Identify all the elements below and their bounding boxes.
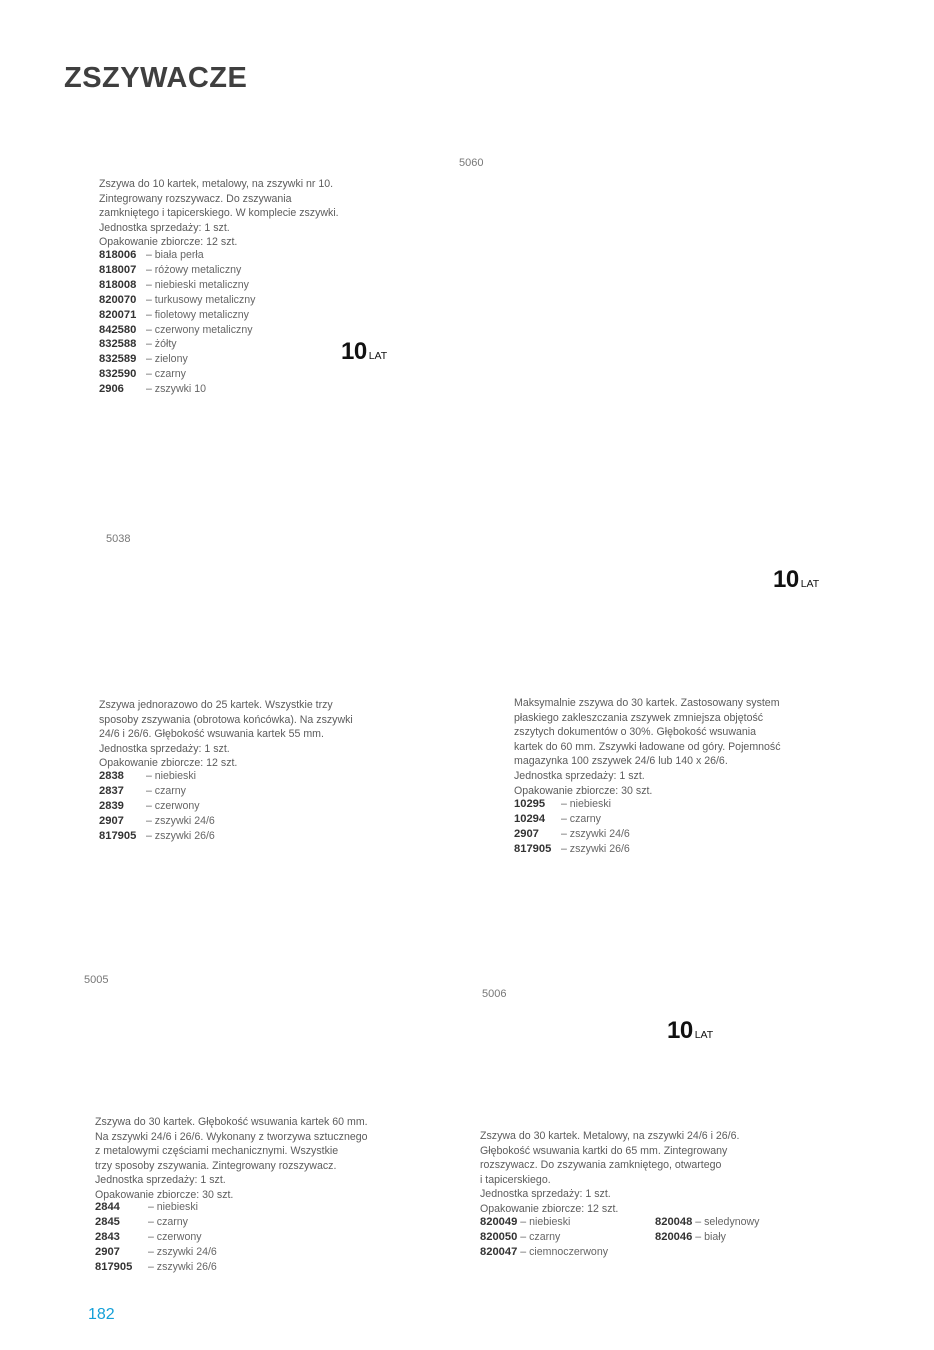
description-line: Jednostka sprzedaży: 1 szt. [95, 1174, 226, 1187]
warranty-years: 10 [773, 566, 799, 593]
product-variant-label: – zszywki 24/6 [558, 827, 630, 840]
product-variant-label: – zszywki 24/6 [143, 814, 215, 827]
product-variant-label: – czerwony metaliczny [143, 323, 253, 336]
product-codes-5006-left [480, 1215, 608, 1260]
product-codes-5006-right [655, 1215, 759, 1245]
model-number-5005: 5005 [84, 974, 109, 986]
product-code-row [655, 1230, 759, 1245]
product-code-row [514, 827, 630, 842]
description-line: sposoby zszywania (obrotowa końcówka). Na zszywki [99, 713, 353, 726]
warranty-badge-5060 [341, 338, 387, 366]
product-code: 2838 [99, 770, 124, 782]
description-line: Opakowanie zbiorcze: 30 szt. [95, 1188, 234, 1201]
product-code: 842580 [99, 323, 137, 336]
warranty-unit: LAT [694, 1029, 714, 1041]
product-code-row [480, 1230, 608, 1245]
product-code-row [480, 1245, 608, 1260]
product-variant-label: – zszywki 10 [143, 383, 206, 396]
product-description-5005 [95, 1115, 368, 1203]
product-code-row [99, 829, 215, 844]
product-code-row [99, 352, 255, 367]
product-variant-label: – czarny [517, 1230, 561, 1243]
product-code: 832588 [99, 338, 137, 351]
product-variant-label: – zielony [143, 353, 188, 366]
product-code: 2845 [95, 1215, 120, 1228]
product-code-row [99, 323, 255, 338]
product-variant-label: – czarny [145, 1215, 188, 1228]
product-code: 820071 [99, 308, 137, 321]
description-line: Opakowanie zbiorcze: 12 szt. [480, 1202, 619, 1215]
product-variant-label: – niebieski [145, 1201, 198, 1213]
description-line: Opakowanie zbiorcze: 12 szt. [99, 236, 238, 249]
description-line: Jednostka sprzedaży: 1 szt. [99, 742, 230, 755]
product-code: 832589 [99, 353, 137, 366]
product-code: 820046 [655, 1230, 693, 1243]
page-number: 182 [88, 1306, 115, 1323]
description-line: Zintegrowany rozszywacz. Do zszywania [99, 192, 292, 205]
product-code: 817905 [514, 842, 552, 855]
product-code: 2906 [99, 383, 124, 396]
product-codes-5005 [95, 1200, 217, 1275]
product-code-row [99, 248, 255, 263]
description-line: Zszywa jednorazowo do 25 kartek. Wszystkie trzy [99, 699, 333, 711]
product-code: 832590 [99, 368, 137, 381]
product-code: 817905 [99, 829, 137, 842]
product-variant-label: – niebieski [143, 770, 196, 782]
description-line: trzy sposoby zszywania. Zintegrowany rozszywacz. [95, 1159, 337, 1172]
product-variant-label: – seledynowy [692, 1216, 760, 1228]
product-variant-label: – zszywki 24/6 [145, 1245, 217, 1258]
warranty-badge-right [773, 566, 819, 594]
product-code: 2907 [514, 827, 539, 840]
product-code-row [514, 812, 630, 827]
product-code-row [99, 769, 215, 784]
description-line: Jednostka sprzedaży: 1 szt. [99, 221, 230, 234]
description-line: rozszywacz. Do zszywania zamkniętego, otwartego [480, 1159, 722, 1172]
product-description-5038 [99, 698, 353, 771]
product-code: 818008 [99, 278, 137, 291]
warranty-unit: LAT [800, 578, 820, 590]
product-variant-label: – biały [692, 1230, 726, 1243]
product-code-row [99, 814, 215, 829]
description-line: zszytych dokumentów o 30%. Głębokość wsuwania [514, 726, 757, 739]
model-number-5060: 5060 [459, 157, 484, 169]
page-title: ZSZYWACZE [64, 62, 248, 94]
description-line: Zszywa do 30 kartek. Głębokość wsuwania kartek 60 mm. [95, 1116, 368, 1128]
product-code: 820070 [99, 293, 137, 306]
product-variant-label: – różowy metaliczny [143, 263, 242, 276]
product-variant-label: – czerwony [145, 1230, 202, 1243]
product-variant-label: – niebieski metaliczny [143, 278, 249, 291]
product-code-row [99, 337, 255, 352]
product-description-5060 [99, 177, 339, 250]
product-code-row [655, 1215, 759, 1230]
description-line: Maksymalnie zszywa do 30 kartek. Zastosowany system [514, 697, 780, 709]
warranty-years: 10 [667, 1017, 693, 1044]
product-description-right [514, 696, 781, 798]
model-number-5038: 5038 [106, 533, 131, 545]
product-variant-label: – biała perła [143, 249, 204, 261]
product-variant-label: – fioletowy metaliczny [143, 308, 249, 321]
product-variant-label: – ciemnoczerwony [517, 1245, 609, 1258]
product-code: 2839 [99, 799, 124, 812]
product-code: 2844 [95, 1201, 120, 1213]
description-line: 24/6 i 26/6. Głębokość wsuwania kartek 55 mm. [99, 728, 324, 741]
product-codes-5060 [99, 248, 255, 397]
description-line: płaskiego zakleszczania zszywek zmniejsza objętość [514, 711, 764, 724]
description-line: magazynka 100 zszywek 24/6 lub 140 x 26/6. [514, 755, 728, 768]
product-variant-label: – żółty [143, 338, 177, 351]
description-line: Zszywa do 30 kartek. Metalowy, na zszywki 24/6 i 26/6. [480, 1130, 740, 1142]
warranty-badge-5006 [667, 1017, 713, 1045]
product-code-row [95, 1260, 217, 1275]
description-line: Jednostka sprzedaży: 1 szt. [514, 769, 645, 782]
product-variant-label: – zszywki 26/6 [558, 842, 630, 855]
warranty-unit: LAT [368, 350, 388, 362]
product-variant-label: – turkusowy metaliczny [143, 293, 256, 306]
description-line: kartek do 60 mm. Zszywki ładowane od góry. Pojemność [514, 740, 781, 753]
description-line: Na zszywki 24/6 i 26/6. Wykonany z tworzywa sztucznego [95, 1130, 368, 1143]
product-code-row [99, 784, 215, 799]
product-code-row [99, 382, 255, 397]
product-code-row [99, 308, 255, 323]
product-code: 2907 [95, 1245, 120, 1258]
description-line: Jednostka sprzedaży: 1 szt. [480, 1188, 611, 1201]
product-code-row [514, 842, 630, 857]
product-code-row [480, 1215, 608, 1230]
description-line: Opakowanie zbiorcze: 12 szt. [99, 757, 238, 770]
product-code: 2843 [95, 1230, 120, 1243]
description-line: Opakowanie zbiorcze: 30 szt. [514, 784, 653, 797]
product-code: 817905 [95, 1260, 133, 1273]
product-variant-label: – czarny [143, 784, 186, 797]
product-code-row [95, 1200, 217, 1215]
product-variant-label: – czerwony [143, 799, 200, 812]
description-line: Głębokość wsuwania kartki do 65 mm. Zintegrowany [480, 1144, 728, 1157]
product-code: 10294 [514, 812, 546, 825]
product-code: 820050 [480, 1230, 518, 1243]
product-code-row [99, 263, 255, 278]
product-code-row [99, 799, 215, 814]
product-code: 818007 [99, 263, 137, 276]
warranty-years: 10 [341, 338, 367, 365]
product-code-row [99, 278, 255, 293]
product-variant-label: – czarny [143, 368, 186, 381]
product-codes-5038 [99, 769, 215, 844]
product-code-row [99, 293, 255, 308]
product-code-row [99, 367, 255, 382]
product-code: 2907 [99, 814, 124, 827]
description-line: Zszywa do 10 kartek, metalowy, na zszywki nr 10. [99, 178, 334, 190]
description-line: z metalowymi częściami mechanicznymi. Wszystkie [95, 1145, 339, 1158]
product-variant-label: – niebieski [517, 1216, 571, 1228]
model-number-5006: 5006 [482, 988, 507, 1000]
product-code-row [514, 797, 630, 812]
product-code: 820047 [480, 1245, 518, 1258]
product-code: 820049 [480, 1216, 518, 1228]
product-code: 820048 [655, 1216, 693, 1228]
product-variant-label: – niebieski [558, 798, 611, 810]
product-code-row [95, 1230, 217, 1245]
product-variant-label: – zszywki 26/6 [143, 829, 215, 842]
product-variant-label: – czarny [558, 812, 601, 825]
description-line: zamkniętego i tapicerskiego. W komplecie zszywki. [99, 207, 339, 220]
product-code-row [95, 1245, 217, 1260]
product-code: 818006 [99, 249, 137, 261]
product-description-5006 [480, 1129, 739, 1217]
product-code-row [95, 1215, 217, 1230]
product-code: 10295 [514, 798, 546, 810]
product-codes-right [514, 797, 630, 857]
description-line: i tapicerskiego. [480, 1173, 551, 1186]
product-variant-label: – zszywki 26/6 [145, 1260, 217, 1273]
product-code: 2837 [99, 784, 124, 797]
